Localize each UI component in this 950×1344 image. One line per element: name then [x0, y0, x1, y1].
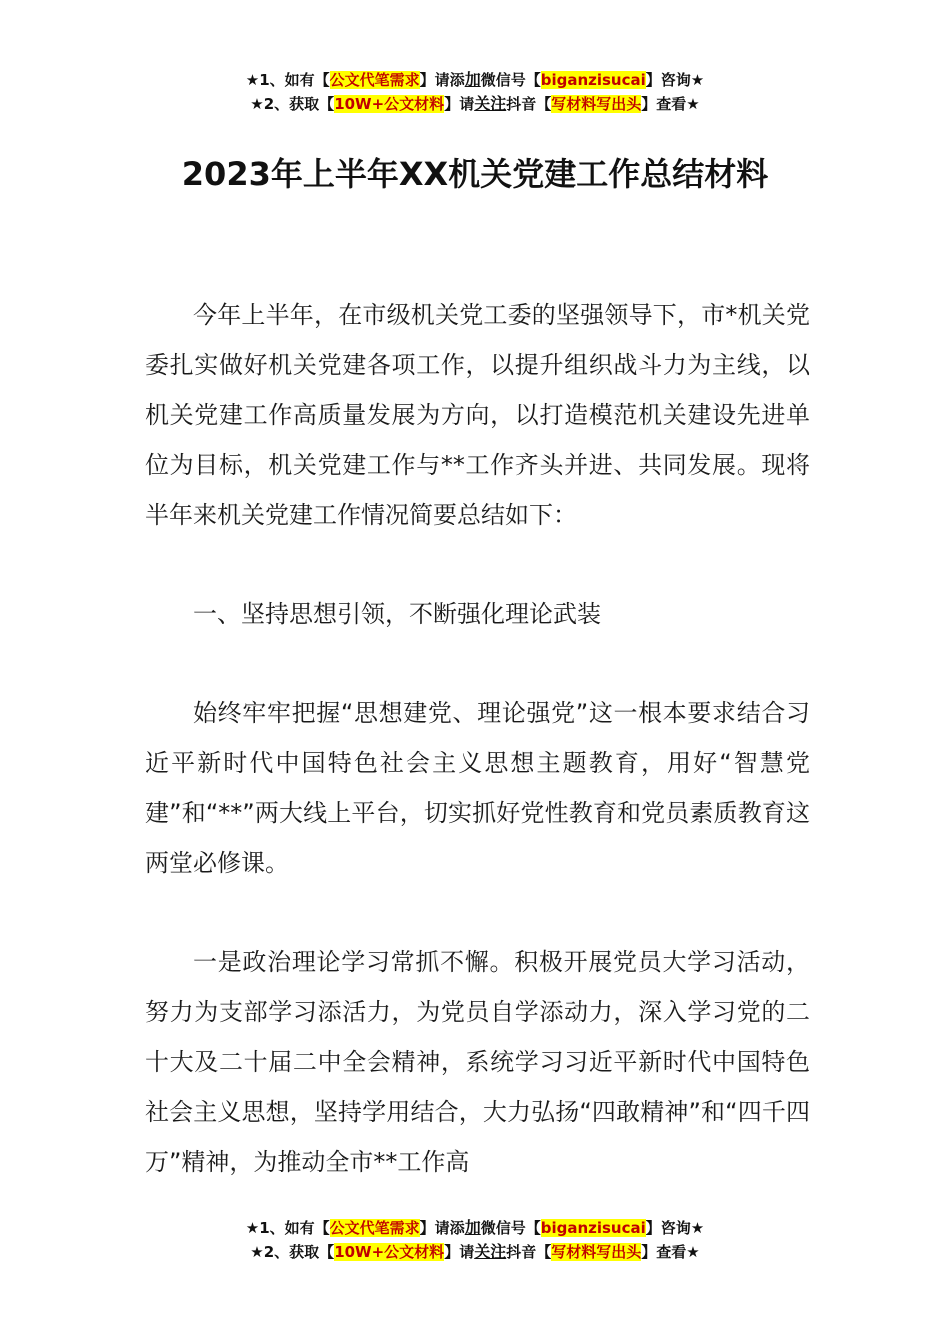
promo-underline: 加 — [464, 1218, 481, 1237]
promo-text: 】请添 — [419, 71, 465, 89]
promo-text: ★2、获取【 — [250, 95, 335, 113]
footer-promo-banner — [0, 1216, 950, 1264]
promo-underline: 关注 — [474, 1242, 507, 1261]
section-heading: 一、坚持思想引领，不断强化理论武装 — [193, 600, 601, 628]
promo-text: 微信号【 — [480, 71, 541, 89]
promo-highlight: 公文代笔需求 — [329, 71, 420, 89]
promo-line-1 — [0, 68, 950, 92]
document-title: 2023年上半年XX机关党建工作总结材料 — [181, 155, 769, 193]
promo-highlight: 公文代笔需求 — [329, 1219, 420, 1237]
header-promo-banner — [0, 68, 950, 116]
promo-highlight: 写材料写出头 — [551, 95, 642, 113]
promo-text: ★1、如有【 — [245, 1219, 330, 1237]
promo-text: 】查看★ — [641, 95, 700, 113]
promo-text: 微信号【 — [480, 1219, 541, 1237]
intro-paragraph: 今年上半年，在市级机关党工委的坚强领导下，市*机关党委扎实做好机关党建各项工作，以提升组织战斗力为主线，以机关党建工作高质量发展为方向，以打造模范机关建设先进单位为目标，机关党建工作与**工作齐头并进、共同发展。现将半年来机关党建工作情况简要总结如下： — [145, 301, 810, 529]
promo-highlight: biganzisucai — [540, 1219, 646, 1237]
promo-line-1 — [0, 1216, 950, 1240]
promo-text: 】咨询★ — [645, 71, 705, 89]
promo-text: 】请 — [444, 1243, 475, 1261]
body-paragraph: 始终牢牢把握“思想建党、理论强党”这一根本要求结合习近平新时代中国特色社会主义思想主题教育，用好“智慧党建”和“**”两大线上平台，切实抓好党性教育和党员素质教育这两堂必修课。 — [145, 699, 810, 877]
document-body — [145, 290, 810, 1187]
promo-line-2 — [0, 1240, 950, 1264]
body-paragraph: 一是政治理论学习常抓不懈。积极开展党员大学习活动，努力为支部学习添活力，为党员自学添动力，深入学习党的二十大及二十届二中全会精神，系统学习习近平新时代中国特色社会主义思想，坚持学用结合，大力弘扬“四敢精神”和“四千四万”精神，为推动全市**工作高 — [145, 948, 810, 1176]
promo-line-2 — [0, 92, 950, 116]
promo-underline: 加 — [464, 70, 481, 89]
promo-text: 抖音【 — [506, 1243, 552, 1261]
promo-highlight: 10W+公文材料 — [334, 95, 445, 113]
promo-underline: 关注 — [474, 94, 507, 113]
promo-highlight: 10W+公文材料 — [334, 1243, 445, 1261]
promo-highlight: biganzisucai — [540, 71, 646, 89]
promo-text: ★1、如有【 — [245, 71, 330, 89]
promo-text: 】咨询★ — [645, 1219, 705, 1237]
promo-text: ★2、获取【 — [250, 1243, 335, 1261]
promo-text: 】请 — [444, 95, 475, 113]
promo-text: 】查看★ — [641, 1243, 700, 1261]
promo-text: 】请添 — [419, 1219, 465, 1237]
promo-highlight: 写材料写出头 — [551, 1243, 642, 1261]
promo-text: 抖音【 — [506, 95, 552, 113]
